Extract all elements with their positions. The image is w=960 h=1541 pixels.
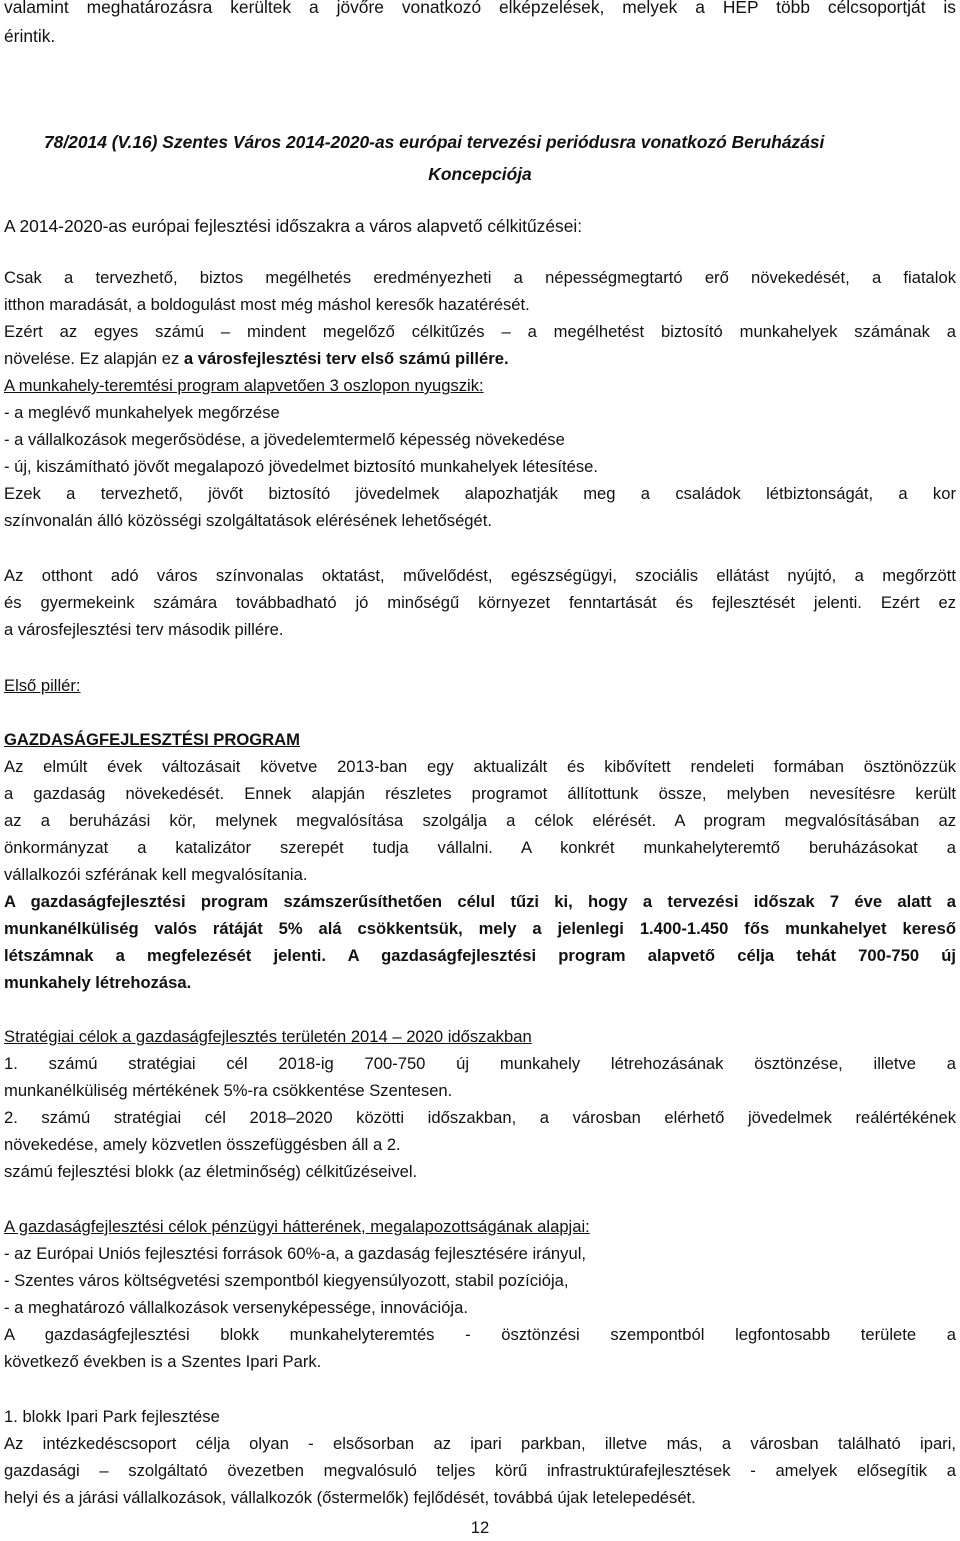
first-pillar-statement: a városfejlesztési terv első számú pillére. bbox=[183, 349, 509, 368]
bold-paragraph-line: A gazdaságfejlesztési program számszerűsíthetően célul tűzi ki, hogy a tervezési időszak 7 éve alatt a bbox=[4, 892, 956, 911]
paragraph-line: 1. számú stratégiai cél 2018-ig 700-750 új munkahely létrehozásának ösztönzése, illetve a bbox=[4, 1054, 956, 1073]
paragraph-line: Az intézkedéscsoport célja olyan - elsősorban az ipari parkban, illetve más, a városban található ipari, bbox=[4, 1434, 956, 1453]
paragraph-line: munkanélküliség mértékének 5%-ra csökkentése Szentesen. bbox=[4, 1081, 453, 1100]
bold-paragraph-line: munkanélküliség valós rátáját 5% alá csökkentsük, mely a jelenlegi 1.400-1.450 fős munkahelyet kereső bbox=[4, 919, 956, 938]
block1-heading: 1. blokk Ipari Park fejlesztése bbox=[4, 1407, 220, 1426]
paragraph-line: Az otthont adó város színvonalas oktatást, művelődést, egészségügyi, szociális ellátást nyújtó, a megőrzött bbox=[4, 566, 956, 585]
paragraph-line: helyi és a járási vállalkozások, vállalkozók (őstermelők) fejlődését, továbbá újak letelepedését. bbox=[4, 1488, 696, 1507]
strategic-heading: Stratégiai célok a gazdaságfejlesztés területén 2014 – 2020 időszakban bbox=[4, 1027, 532, 1046]
bold-paragraph-line: munkahely létrehozása. bbox=[4, 973, 192, 992]
intro-line-2: érintik. bbox=[4, 26, 56, 46]
paragraph-line: Ezért az egyes számú – mindent megelőző célkitűzés – a megélhetést biztosító munkahelyek számának a bbox=[4, 322, 956, 341]
paragraph-line: a gazdaság növekedését. Ennek alapján részletes programot állítottunk össze, melyben nevesítésre került bbox=[4, 784, 956, 803]
list-item: - Szentes város költségvetési szempontból kiegyensúlyozott, stabil pozíciója, bbox=[4, 1271, 569, 1290]
bold-paragraph-line: létszámnak a megfelezését jelenti. A gazdaságfejlesztési program alapvető célja tehát 700-750 új bbox=[4, 946, 956, 965]
financial-heading: A gazdaságfejlesztési célok pénzügyi hátterének, megalapozottságának alapjai: bbox=[4, 1217, 590, 1236]
paragraph-line: növekedése, amely közvetlen összefüggésben áll a 2. bbox=[4, 1135, 401, 1154]
list-item: - új, kiszámítható jövőt megalapozó jövedelmet biztosító munkahelyek létesítése. bbox=[4, 457, 598, 476]
paragraph-line: önkormányzat a katalizátor szerepét tudja vállalni. A konkrét munkahelyteremtő beruházásokat a bbox=[4, 838, 956, 857]
pillars-heading: A munkahely-teremtési program alapvetően 3 oszlopon nyugszik: bbox=[4, 376, 484, 395]
intro-line-1: valamint meghatározásra kerültek a jövőre vonatkozó elképzelések, melyek a HEP több célcsoportját is bbox=[4, 0, 956, 17]
page-number: 12 bbox=[470, 1518, 490, 1537]
paragraph-line: számú fejlesztési blokk (az életminőség) célkitűzéseivel. bbox=[4, 1162, 418, 1181]
paragraph-line: az a beruházási kör, melynek megvalósítása szolgálja a célok elérését. A program megvalósításában az bbox=[4, 811, 956, 830]
list-item: - az Európai Uniós fejlesztési források 60%-a, a gazdaság fejlesztésére irányul, bbox=[4, 1244, 586, 1263]
paragraph-line: Csak a tervezhető, biztos megélhetés eredményezheti a népességmegtartó erő növekedését, a fiatalok bbox=[4, 268, 956, 287]
program-heading: GAZDASÁGFEJLESZTÉSI PROGRAM bbox=[4, 730, 300, 749]
paragraph-line: következő években is a Szentes Ipari Park. bbox=[4, 1352, 322, 1371]
paragraph-line bbox=[4, 346, 956, 372]
paragraph-line: a városfejlesztési terv második pillére. bbox=[4, 620, 284, 639]
paragraph-line: vállalkozói szférának kell megvalósítania. bbox=[4, 865, 308, 884]
list-item: - a vállalkozások megerősödése, a jövedelemtermelő képesség növekedése bbox=[4, 430, 565, 449]
paragraph-line: A gazdaságfejlesztési blokk munkahelyteremtés - ösztönzési szempontból legfontosabb területe a bbox=[4, 1325, 956, 1344]
resolution-title-line-2: Koncepciója bbox=[428, 164, 532, 184]
paragraph-line: színvonalán álló közösségi szolgáltatások elérésének lehetőségét. bbox=[4, 511, 492, 530]
paragraph-line: Az elmúlt évek változásait követve 2013-ban egy aktualizált és kibővített rendeleti formában ösztönözzük bbox=[4, 757, 956, 776]
list-item: - a meglévő munkahelyek megőrzése bbox=[4, 403, 280, 422]
list-item: - a meghatározó vállalkozások versenyképessége, innovációja. bbox=[4, 1298, 468, 1317]
paragraph-line: 2. számú stratégiai cél 2018–2020 közötti időszakban, a városban elérhető jövedelmek reálértékének bbox=[4, 1108, 956, 1127]
paragraph-line: gazdasági – szolgáltató övezetben megvalósuló teljes körű infrastruktúrafejlesztések - amelyek elősegítik a bbox=[4, 1461, 956, 1480]
paragraph-line: itthon maradását, a boldogulást most még máshol keresők hazatérését. bbox=[4, 295, 530, 314]
paragraph-text: növelése. Ez alapján ez bbox=[4, 349, 184, 368]
first-pillar-heading: Első pillér: bbox=[4, 676, 81, 695]
paragraph-line: és gyermekeink számára továbbadható jó minőségű környezet fenntartását és fejlesztését jelenti. Ezért ez bbox=[4, 593, 956, 612]
paragraph-line: Ezek a tervezhető, jövőt biztosító jövedelmek alapozhatják meg a családok létbiztonságát, a kor bbox=[4, 484, 956, 503]
resolution-title-line-1: 78/2014 (V.16) Szentes Város 2014-2020-as európai tervezési periódusra vonatkozó Beruházási bbox=[44, 132, 825, 152]
goals-heading: A 2014-2020-as európai fejlesztési időszakra a város alapvető célkitűzései: bbox=[4, 216, 583, 236]
